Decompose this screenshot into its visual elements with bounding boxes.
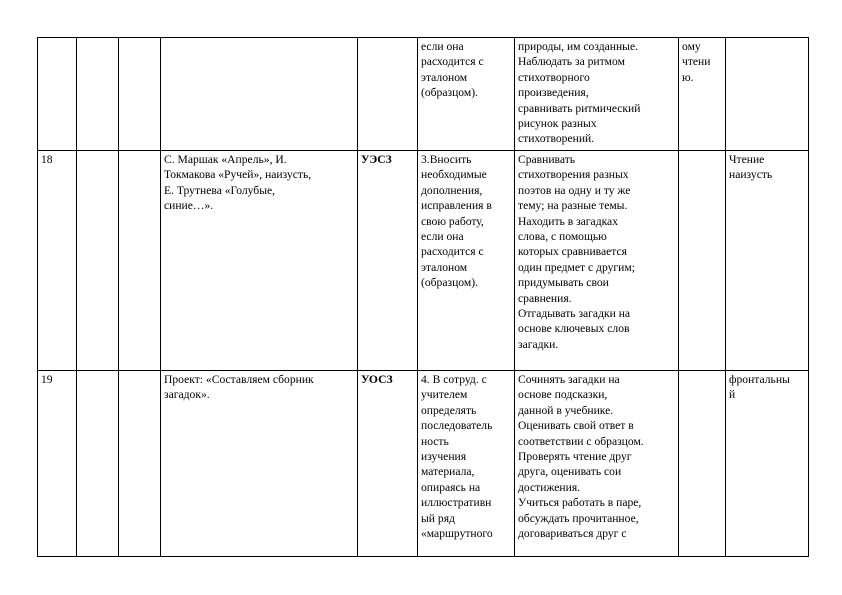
text-line: изучения [421, 450, 467, 464]
text-line: Сравнивать [518, 153, 576, 166]
text-line: учителем [421, 388, 468, 402]
text-line: последователь [421, 419, 493, 433]
text-line: стихотворения разных [518, 168, 629, 182]
cell-lesson-type: УОСЗ [358, 371, 418, 557]
text-line: расходится с [421, 55, 484, 69]
text-line: 3.Вносить [421, 153, 472, 166]
text-line: С. Маршак «Апрель», И. [164, 153, 287, 166]
lesson-plan-table [37, 37, 809, 557]
cell-number: 19 [38, 371, 77, 557]
cell-number [38, 38, 77, 151]
cell-topic [161, 151, 358, 371]
text-line: «маршрутного [421, 527, 493, 541]
text-line: Проект: «Составляем сборник [164, 373, 314, 386]
text-line: поэтов на одну и ту же [518, 183, 631, 197]
cell-number: 18 [38, 151, 77, 371]
text-line: дополнения, [421, 183, 483, 197]
text-line: Наблюдать за ритмом [518, 55, 625, 69]
cell-regulatory [418, 151, 515, 371]
text-line: свою работу, [421, 214, 484, 228]
text-line: синие…». [164, 199, 214, 213]
text-line: сравнивать ритмический [518, 101, 641, 115]
cell-empty [77, 371, 119, 557]
cell-activity [515, 371, 679, 557]
text-line: Проверять чтение друг [518, 450, 632, 464]
text-line: Находить в загадках [518, 214, 618, 228]
text-line: Оценивать свой ответ в [518, 419, 634, 433]
cell-topic [161, 38, 358, 151]
text-line: если она [421, 230, 464, 244]
cell-lesson-type: УЭСЗ [358, 151, 418, 371]
text-line: ому [682, 40, 701, 53]
text-line: эталоном [421, 70, 468, 84]
text-line: (образцом). [421, 86, 478, 100]
cell-control [679, 371, 726, 557]
table-row [38, 371, 809, 557]
text-line: если она [421, 40, 464, 53]
cell-control [679, 151, 726, 371]
text-line: расходится с [421, 245, 484, 259]
text-line: загадок». [164, 388, 210, 402]
cell-empty [77, 151, 119, 371]
text-line: 4. В сотруд. с [421, 373, 487, 386]
text-line: Е. Трутнева «Голубые, [164, 183, 276, 197]
text-line: Чтение [729, 153, 765, 166]
text-line: определять [421, 403, 477, 417]
cell-form [726, 151, 809, 371]
text-line: слова, с помощью [518, 230, 607, 244]
cell-form [726, 371, 809, 557]
text-line: один предмет с другим; [518, 260, 635, 274]
text-line: эталоном [421, 260, 468, 274]
text-line: (образцом). [421, 276, 478, 290]
text-line: стихотворного [518, 70, 590, 84]
cell-control [679, 38, 726, 151]
table-row [38, 38, 809, 151]
text-line: ность [421, 434, 449, 448]
cell-topic [161, 371, 358, 557]
cell-form [726, 38, 809, 151]
text-line: иллюстративн [421, 496, 492, 510]
text-line: произведения, [518, 86, 589, 100]
text-line: Учиться работать в паре, [518, 496, 642, 510]
text-line: друга, оценивать сои [518, 465, 622, 479]
text-line: стихотворений. [518, 132, 595, 146]
cell-activity [515, 151, 679, 371]
text-line: тему; на разные темы. [518, 199, 628, 213]
text-line: данной в учебнике. [518, 403, 614, 417]
text-line: наизусть [729, 168, 773, 182]
text-line: Отгадывать загадки на [518, 307, 631, 321]
text-line: опираясь на [421, 480, 481, 494]
cell-regulatory [418, 38, 515, 151]
text-line: природы, им созданные. [518, 40, 638, 53]
cell-regulatory [418, 371, 515, 557]
cell-empty [77, 38, 119, 151]
text-line: основе ключевых слов [518, 322, 630, 336]
text-line: необходимые [421, 168, 487, 182]
cell-lesson-type [358, 38, 418, 151]
text-line: загадки. [518, 337, 559, 351]
text-line: Сочинять загадки на [518, 373, 620, 386]
text-line: обсуждать прочитанное, [518, 511, 639, 525]
text-line: Токмакова «Ручей», наизусть, [164, 168, 312, 182]
cell-empty [119, 371, 161, 557]
text-line: которых сравнивается [518, 245, 627, 259]
text-line: чтени [682, 55, 711, 69]
text-line: договариваться друг с [518, 527, 627, 541]
text-line: исправления в [421, 199, 492, 213]
text-line: фронтальны [729, 373, 790, 386]
table-row [38, 151, 809, 371]
text-line: ый ряд [421, 511, 455, 525]
text-line: й [729, 388, 736, 402]
text-line: ю. [682, 70, 694, 84]
text-line: достижения. [518, 480, 581, 494]
text-line: сравнения. [518, 291, 572, 305]
cell-empty [119, 151, 161, 371]
text-line: рисунок разных [518, 117, 597, 131]
text-line: основе подсказки, [518, 388, 608, 402]
cell-activity [515, 38, 679, 151]
text-line: соответствии с образцом. [518, 434, 644, 448]
text-line: придумывать свои [518, 276, 609, 290]
text-line: материала, [421, 465, 475, 479]
cell-empty [119, 38, 161, 151]
